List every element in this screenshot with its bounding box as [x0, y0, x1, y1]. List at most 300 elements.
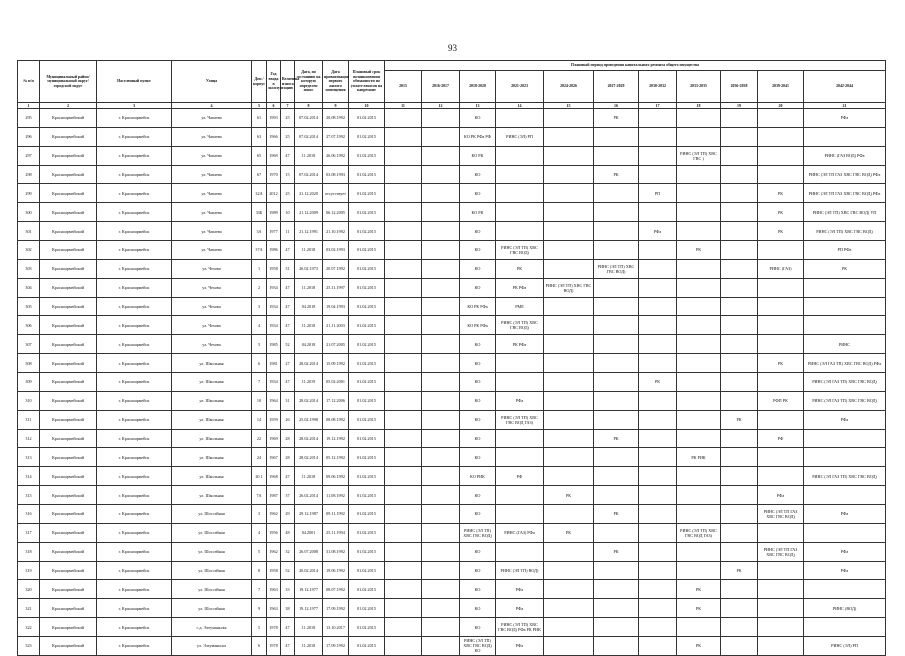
cell-house: 22 [252, 429, 267, 448]
cell-year: 1967 [267, 448, 281, 467]
cell-period [496, 354, 544, 373]
cell-plan-date: 01.02.2015 [349, 373, 385, 392]
cell-period [385, 109, 422, 128]
cell-wear: 15 [281, 165, 295, 184]
cell-year: 1993 [267, 109, 281, 128]
cell-period [758, 146, 804, 165]
cell-period [721, 354, 758, 373]
cell-settlement: г. Красноармейск [97, 486, 172, 505]
cell-period [804, 618, 886, 637]
table-row [18, 127, 886, 146]
cell-plan-date: 01.02.2015 [349, 203, 385, 222]
cell-plan-date: 01.02.2015 [349, 184, 385, 203]
cell-year: 1956 [267, 523, 281, 542]
cell-num: 296 [18, 127, 40, 146]
header-wear: Величина износа [281, 61, 295, 103]
cell-settlement: г. Красноармейск [97, 184, 172, 203]
cell-period: КО [460, 410, 496, 429]
cell-date-privatization: 17.09.1992 [323, 637, 349, 656]
cell-house: 3А [252, 222, 267, 241]
cell-wear: 47 [281, 373, 295, 392]
cell-period [385, 146, 422, 165]
cell-period [422, 184, 460, 203]
cell-period [422, 203, 460, 222]
cell-period [422, 467, 460, 486]
cell-period [544, 109, 594, 128]
cell-num: 307 [18, 335, 40, 354]
cell-period: РФа [804, 109, 886, 128]
cell-num: 319 [18, 561, 40, 580]
cell-period [422, 618, 460, 637]
cell-period [758, 127, 804, 146]
cell-num: 297 [18, 146, 40, 165]
cell-period [677, 486, 721, 505]
table-row [18, 184, 886, 203]
cell-plan-date: 01.02.2015 [349, 599, 385, 618]
cell-period: РК [594, 505, 639, 524]
cell-municipal: Красноармейский [40, 637, 97, 656]
cell-year: 1981 [267, 354, 281, 373]
cell-period: РИНС (ЭЛ ТП) ХВС ГВС ВОД) РФа РК РИК [496, 618, 544, 637]
cell-period: РИНС (ЭЛ ТП) ХВС ГВС ВОД) [544, 278, 594, 297]
cell-period [639, 448, 677, 467]
cell-period [594, 354, 639, 373]
cell-num: 308 [18, 354, 40, 373]
cell-period: КО [460, 618, 496, 637]
cell-settlement: г. Красноармейск [97, 373, 172, 392]
cell-date-privatization: 21.10.1992 [323, 222, 349, 241]
cell-street: ул. Школьная [172, 354, 252, 373]
cell-period [385, 278, 422, 297]
cell-plan-date: 01.02.2015 [349, 354, 385, 373]
table-row [18, 542, 886, 561]
cell-period [422, 561, 460, 580]
cell-plan-date: 01.02.2015 [349, 335, 385, 354]
cell-period: РИНС (ЭЛ ТП) ХВС ГВС ВОД ГАЗ) [677, 523, 721, 542]
cell-year: 1934 [267, 373, 281, 392]
cell-period [422, 486, 460, 505]
cell-period: РИНС (ЭЛ ТП ГАЗ ХВС ГВС ВОД) РФа [804, 184, 886, 203]
cell-year: 1963 [267, 580, 281, 599]
cell-period [594, 618, 639, 637]
column-number: 19 [721, 103, 758, 109]
cell-municipal: Красноармейский [40, 467, 97, 486]
cell-period [721, 241, 758, 260]
cell-period [422, 165, 460, 184]
table-row [18, 203, 886, 222]
header-house: Дом / корпус [252, 61, 267, 103]
cell-settlement: г. Красноармейск [97, 109, 172, 128]
cell-period: РФа [639, 222, 677, 241]
cell-period: РК [544, 523, 594, 542]
cell-street: ул. Школьная [172, 467, 252, 486]
cell-period [594, 523, 639, 542]
cell-municipal: Красноармейский [40, 109, 97, 128]
table-row [18, 297, 886, 316]
cell-date-wear: 07.02.2014 [295, 165, 323, 184]
cell-period [721, 542, 758, 561]
cell-period: РК [594, 542, 639, 561]
cell-date-privatization: 25.11.1997 [323, 278, 349, 297]
cell-period: РК [594, 429, 639, 448]
cell-plan-date: 01.02.2015 [349, 316, 385, 335]
cell-settlement: г. Красноармейск [97, 354, 172, 373]
cell-period [639, 599, 677, 618]
cell-date-privatization: 13.10.2017 [323, 618, 349, 637]
cell-period [677, 561, 721, 580]
table-row [18, 316, 886, 335]
cell-period: РИНС (ЭЛ ТП) ХВС ГВС ВОД) [594, 259, 639, 278]
cell-wear: 25 [281, 109, 295, 128]
cell-period [422, 373, 460, 392]
header-date-wear: Дата, по состоянию на которую определен износ [295, 61, 323, 103]
column-number: 20 [758, 103, 804, 109]
cell-house: 1 [252, 259, 267, 278]
cell-period [639, 467, 677, 486]
header-street: Улица [172, 61, 252, 103]
cell-period [639, 109, 677, 128]
cell-date-wear: 11.2018 [295, 316, 323, 335]
cell-period: РФа [758, 486, 804, 505]
cell-period [758, 523, 804, 542]
cell-plan-date: 01.02.2015 [349, 127, 385, 146]
header-period: 2018-2020 [460, 71, 496, 103]
cell-period: КО [460, 184, 496, 203]
cell-period [721, 599, 758, 618]
cell-date-privatization: 09.11.1992 [323, 505, 349, 524]
cell-period [677, 278, 721, 297]
cell-period [594, 278, 639, 297]
cell-period [721, 259, 758, 278]
cell-year: 2012 [267, 184, 281, 203]
cell-period [594, 561, 639, 580]
cell-period [385, 316, 422, 335]
cell-period [758, 580, 804, 599]
cell-date-privatization: 19.12.1992 [323, 429, 349, 448]
cell-period [544, 410, 594, 429]
cell-num: 312 [18, 429, 40, 448]
cell-house: 5 [252, 335, 267, 354]
cell-period: РИНС (ЭЛ ТП) ХВС ГВС ВОД) КО [460, 637, 496, 656]
table-row [18, 109, 886, 128]
cell-period [544, 561, 594, 580]
cell-year: 1969 [267, 429, 281, 448]
cell-period: КО [460, 241, 496, 260]
cell-house: 9 [252, 599, 267, 618]
cell-period [496, 373, 544, 392]
cell-period: КО [460, 373, 496, 392]
cell-house: 6 [252, 637, 267, 656]
cell-street: ул. Школьная [172, 486, 252, 505]
cell-house: 67 [252, 165, 267, 184]
cell-period: РК [677, 599, 721, 618]
cell-period: РФП РК [758, 391, 804, 410]
table-row [18, 523, 886, 542]
cell-period [544, 354, 594, 373]
cell-num: 304 [18, 278, 40, 297]
cell-municipal: Красноармейский [40, 335, 97, 354]
table-row [18, 618, 886, 637]
cell-date-wear: 20.02.2014 [295, 561, 323, 580]
column-number: 11 [385, 103, 422, 109]
cell-period [385, 580, 422, 599]
cell-period: РФа [496, 599, 544, 618]
cell-period: РК [677, 637, 721, 656]
cell-period [385, 354, 422, 373]
cell-settlement: г. Красноармейск [97, 505, 172, 524]
cell-street: ул. Шоссейная [172, 523, 252, 542]
cell-house: 32А [252, 184, 267, 203]
cell-street: ул. Чехова [172, 278, 252, 297]
cell-year: 1958 [267, 561, 281, 580]
cell-settlement: г. Красноармейск [97, 523, 172, 542]
cell-period: РИНС (ГАЗ) РФа [496, 523, 544, 542]
cell-period [544, 637, 594, 656]
cell-period [639, 618, 677, 637]
cell-period [721, 203, 758, 222]
cell-period [544, 184, 594, 203]
table-row [18, 259, 886, 278]
cell-house: 65 [252, 146, 267, 165]
cell-period: РК [496, 259, 544, 278]
cell-period [594, 146, 639, 165]
cell-period [422, 259, 460, 278]
table-row [18, 165, 886, 184]
cell-date-wear: 11.2018 [295, 278, 323, 297]
cell-wear: 48 [281, 523, 295, 542]
cell-period: РК [721, 561, 758, 580]
header-period-title: Плановый период проведения капитального ремонта общего имущества [385, 61, 886, 71]
cell-period [804, 580, 886, 599]
cell-period [721, 297, 758, 316]
cell-date-wear: 26.07.2008 [295, 542, 323, 561]
cell-period: РФа [804, 410, 886, 429]
cell-municipal: Красноармейский [40, 505, 97, 524]
cell-period [594, 222, 639, 241]
cell-period [594, 448, 639, 467]
cell-period: РК [594, 165, 639, 184]
cell-municipal: Красноармейский [40, 203, 97, 222]
cell-period [496, 109, 544, 128]
cell-period: РИНС (ЭЛ ТП ГАЗ ХВС ГВС ВОД) [758, 542, 804, 561]
cell-date-privatization: 19.06.1992 [323, 561, 349, 580]
cell-period: РИНС (ЭЛ ТП ГАЗ ХВС ГВС ВОД) РФа [804, 165, 886, 184]
cell-plan-date: 01.02.2015 [349, 467, 385, 486]
cell-period: РИНС (ЭЛ ТП) ХВС ГВС ВОД) [496, 241, 544, 260]
cell-period: РИНС (ЭЛ ТП ГАЗ ХВС ГВС ВОД) [758, 505, 804, 524]
column-number: 7 [281, 103, 295, 109]
cell-date-privatization: 21.07.2005 [323, 335, 349, 354]
cell-street: ул. Чапаева [172, 203, 252, 222]
cell-period [422, 146, 460, 165]
column-number: 8 [295, 103, 323, 109]
cell-period [385, 505, 422, 524]
cell-num: 302 [18, 241, 40, 260]
capital-repair-register-table [17, 60, 886, 656]
cell-period [385, 127, 422, 146]
cell-period [639, 580, 677, 599]
cell-period [544, 241, 594, 260]
cell-municipal: Красноармейский [40, 184, 97, 203]
cell-period [544, 335, 594, 354]
cell-period [594, 373, 639, 392]
cell-period [639, 241, 677, 260]
cell-num: 309 [18, 373, 40, 392]
cell-period [721, 335, 758, 354]
cell-date-privatization: 09.06.1992 [323, 467, 349, 486]
column-number: 13 [460, 103, 496, 109]
cell-settlement: г. Красноармейск [97, 165, 172, 184]
cell-year: 1966 [267, 127, 281, 146]
cell-municipal: Красноармейский [40, 523, 97, 542]
cell-period [422, 278, 460, 297]
cell-period: РИНС (ГАЗ) [758, 259, 804, 278]
column-number: 21 [804, 103, 886, 109]
cell-wear: 27 [281, 354, 295, 373]
cell-period: РК РФа [496, 278, 544, 297]
cell-period [594, 410, 639, 429]
cell-period: РФа [496, 580, 544, 599]
cell-wear: 29 [281, 505, 295, 524]
cell-street: ул. Шоссейная [172, 599, 252, 618]
cell-street: ул. Чехова [172, 297, 252, 316]
cell-period [758, 278, 804, 297]
page-number: 93 [448, 43, 457, 53]
cell-street: ул. Шоссейная [172, 580, 252, 599]
cell-settlement: г. Красноармейск [97, 467, 172, 486]
cell-period [385, 523, 422, 542]
cell-settlement: г. Красноармейск [97, 618, 172, 637]
cell-period [639, 637, 677, 656]
cell-period [385, 391, 422, 410]
cell-date-wear: 25.02.1998 [295, 410, 323, 429]
header-plan-date: Плановый срок возникновения обязанности по уплате взносов на капремонт [349, 61, 385, 103]
cell-period [721, 146, 758, 165]
cell-period [496, 429, 544, 448]
cell-num: 300 [18, 203, 40, 222]
cell-plan-date: 01.02.2015 [349, 278, 385, 297]
cell-period: КО [460, 542, 496, 561]
cell-house: 5 [252, 542, 267, 561]
cell-street: ул. Чапаева [172, 127, 252, 146]
cell-wear: 52 [281, 561, 295, 580]
cell-year: 1962 [267, 542, 281, 561]
cell-plan-date: 01.02.2015 [349, 410, 385, 429]
cell-period [544, 297, 594, 316]
cell-settlement: г. Красноармейск [97, 278, 172, 297]
cell-date-wear: 26.02.1973 [295, 259, 323, 278]
cell-period [639, 335, 677, 354]
column-number: 10 [349, 103, 385, 109]
cell-period: РИНС (ЭЛ ТП) ХВС ГВС ВОД) [460, 523, 496, 542]
cell-wear: 52 [281, 335, 295, 354]
cell-period [594, 184, 639, 203]
cell-period: КО [460, 561, 496, 580]
cell-wear: 25 [281, 127, 295, 146]
cell-date-privatization: 20.08.1992 [323, 109, 349, 128]
cell-date-wear: 21.12.2009 [295, 203, 323, 222]
cell-period [677, 335, 721, 354]
cell-settlement: г. Красноармейск [97, 222, 172, 241]
cell-year: 1989 [267, 203, 281, 222]
cell-municipal: Красноармейский [40, 561, 97, 580]
cell-date-wear: 19.12.1977 [295, 599, 323, 618]
table-row [18, 467, 886, 486]
cell-date-privatization: 03.02.1993 [323, 241, 349, 260]
cell-date-privatization: 08.07.1992 [323, 580, 349, 599]
cell-period [594, 486, 639, 505]
cell-num: 313 [18, 448, 40, 467]
cell-street: ул. Школьная [172, 448, 252, 467]
cell-settlement: г. Красноармейск [97, 410, 172, 429]
cell-period [422, 109, 460, 128]
cell-period [639, 146, 677, 165]
cell-period: КО [460, 354, 496, 373]
cell-wear: 47 [281, 467, 295, 486]
cell-street: ул. Шоссейная [172, 505, 252, 524]
cell-year: 1985 [267, 335, 281, 354]
cell-plan-date: 01.02.2015 [349, 429, 385, 448]
column-number: 6 [267, 103, 281, 109]
cell-date-privatization: 11.08.1992 [323, 486, 349, 505]
cell-period: РИНС (ЭЛ) РП [804, 637, 886, 656]
cell-period [385, 429, 422, 448]
cell-period: КО РК [460, 146, 496, 165]
cell-period [804, 297, 886, 316]
cell-period: РК РФа [496, 335, 544, 354]
cell-street: ул. Чехова [172, 335, 252, 354]
cell-municipal: Красноармейский [40, 448, 97, 467]
cell-period [385, 486, 422, 505]
cell-year: 1964 [267, 391, 281, 410]
cell-street: ул. Чапаева [172, 109, 252, 128]
cell-wear: 38 [281, 599, 295, 618]
header-year-built: Год ввода в эксплуатацию [267, 61, 281, 103]
cell-num: 301 [18, 222, 40, 241]
cell-wear: 47 [281, 241, 295, 260]
cell-num: 299 [18, 184, 40, 203]
cell-num: 306 [18, 316, 40, 335]
cell-period [677, 373, 721, 392]
cell-date-wear: 11.2018 [295, 637, 323, 656]
cell-house: 14 [252, 410, 267, 429]
table-row [18, 410, 886, 429]
cell-municipal: Красноармейский [40, 241, 97, 260]
cell-period [594, 467, 639, 486]
table-row [18, 278, 886, 297]
cell-period [544, 391, 594, 410]
cell-period [758, 448, 804, 467]
cell-period [758, 335, 804, 354]
cell-period: КО [460, 505, 496, 524]
cell-period [758, 561, 804, 580]
cell-period [721, 448, 758, 467]
cell-date-privatization: 31.08.1992 [323, 542, 349, 561]
cell-period: РИНС (ЭЛ ТП) ХВС ГВС ВОД) [496, 316, 544, 335]
cell-period [496, 184, 544, 203]
cell-street: ул. Школьная [172, 429, 252, 448]
cell-municipal: Красноармейский [40, 222, 97, 241]
cell-period: КО [460, 448, 496, 467]
cell-plan-date: 01.02.2015 [349, 448, 385, 467]
cell-period [422, 637, 460, 656]
cell-num: 298 [18, 165, 40, 184]
cell-date-wear: 04.2018 [295, 335, 323, 354]
cell-settlement: г. Красноармейск [97, 429, 172, 448]
cell-date-wear: 28.02.2014 [295, 448, 323, 467]
cell-period [639, 429, 677, 448]
cell-date-wear: 11.2018 [295, 241, 323, 260]
